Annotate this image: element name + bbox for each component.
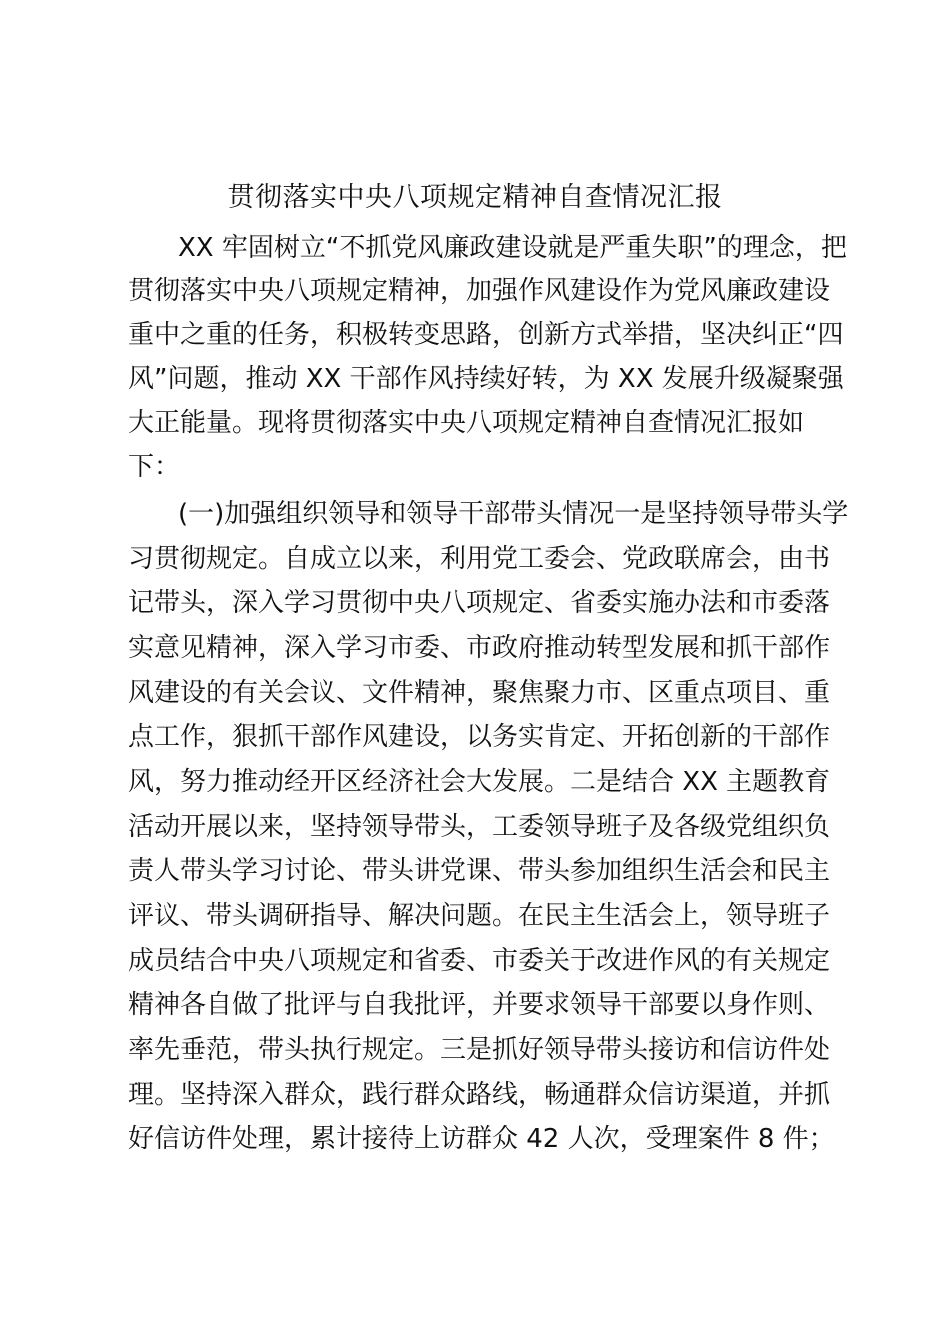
paragraph-2-line-12: 精神各自做了批评与自我批评，并要求领导干部要以身作则、	[128, 990, 831, 1020]
paragraph-2-line-10: 评议、带头调研指导、解决问题。在民主生活会上，领导班子	[128, 901, 831, 931]
paragraph-2-line-11: 成员结合中央八项规定和省委、市委关于改进作风的有关规定	[128, 946, 831, 976]
paragraph-2-line-9: 责人带头学习讨论、带头讲党课、带头参加组织生活会和民主	[128, 856, 831, 886]
paragraph-2-line-8: 活动开展以来，坚持领导带头，工委领导班子及各级党组织负	[128, 812, 831, 842]
paragraph-1-line-2: 贯彻落实中央八项规定精神，加强作风建设作为党风廉政建设	[128, 276, 831, 306]
paragraph-2-line-1: (一)加强组织领导和领导干部带头情况一是坚持领导带头学	[178, 499, 849, 529]
paragraph-2-line-7: 风，努力推动经开区经济社会大发展。二是结合 XX 主题教育	[128, 767, 831, 797]
document-title: 贯彻落实中央八项规定精神自查情况汇报	[227, 182, 723, 213]
paragraph-2-line-5: 风建设的有关会议、文件精神，聚焦聚力市、区重点项目、重	[128, 678, 831, 708]
paragraph-2-line-6: 点工作，狠抓干部作风建设，以务实肯定、开拓创新的干部作	[128, 722, 831, 752]
paragraph-1-line-4: 风”问题，推动 XX 干部作风持续好转，为 XX 发展升级凝聚强	[128, 364, 844, 394]
paragraph-2-line-2: 习贯彻规定。自成立以来，利用党工委会、党政联席会，由书	[128, 544, 831, 574]
paragraph-2-line-14: 理。坚持深入群众，践行群众路线，畅通群众信访渠道，并抓	[128, 1080, 831, 1110]
paragraph-2-line-4: 实意见精神，深入学习市委、市政府推动转型发展和抓干部作	[128, 633, 831, 663]
paragraph-1-line-1: XX 牢固树立“不抓党风廉政建设就是严重失职”的理念，把	[178, 233, 847, 263]
paragraph-2-line-13: 率先垂范，带头执行规定。三是抓好领导带头接访和信访件处	[128, 1035, 831, 1065]
paragraph-2-line-15: 好信访件处理，累计接待上访群众 42 人次，受理案件 8 件；	[128, 1124, 835, 1154]
paragraph-2-line-3: 记带头，深入学习贯彻中央八项规定、省委实施办法和市委落	[128, 588, 831, 618]
paragraph-1-line-3: 重中之重的任务，积极转变思路，创新方式举措，坚决纠正“四	[128, 320, 844, 350]
paragraph-1-line-5: 大正能量。现将贯彻落实中央八项规定精神自查情况汇报如	[128, 408, 805, 438]
paragraph-1-line-6: 下：	[128, 452, 181, 482]
